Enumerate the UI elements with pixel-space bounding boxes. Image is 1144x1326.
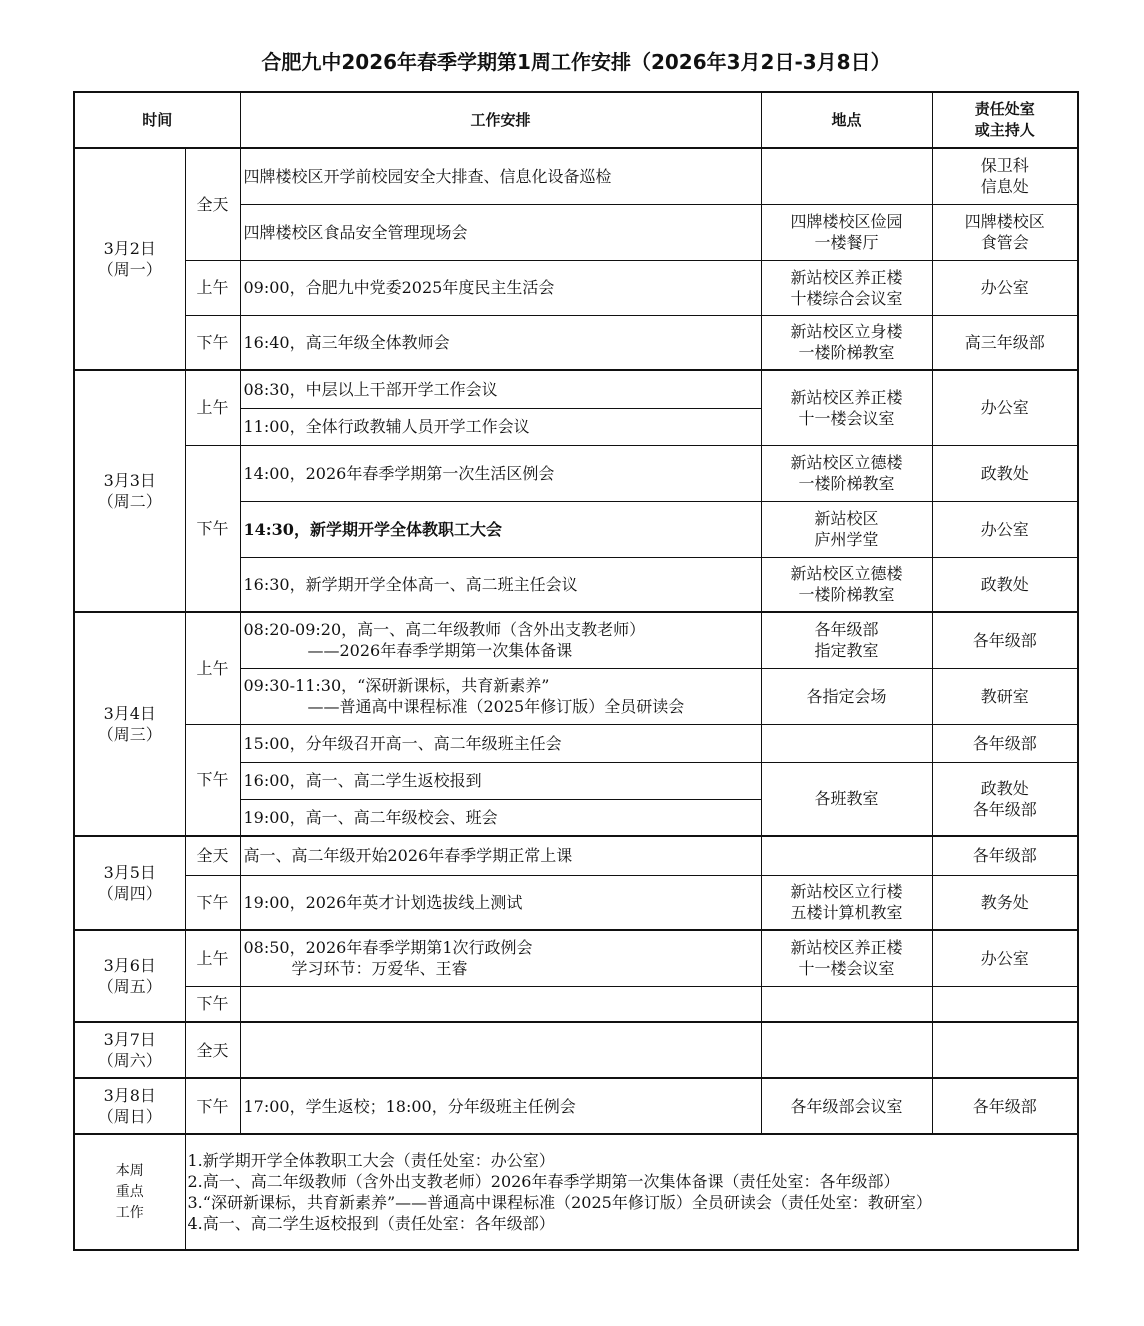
focus-label: 本周 重点 工作 [74, 1134, 185, 1250]
date-cell: 3月7日 （周六） [74, 1022, 185, 1078]
table-row [74, 260, 1078, 315]
focus-item: 4.高一、高二学生返校报到（责任处室：各年级部） [187, 1214, 555, 1233]
location-cell [761, 148, 932, 204]
owner-cell: 各年级部 [932, 724, 1078, 762]
date-cell: 3月6日 （周五） [74, 930, 185, 1022]
period-cell: 下午 [185, 875, 240, 930]
content-cell: 09:30-11:30，“深研新课标，共育新素养” ——普通高中课程标准（2025年修订版）全员研读会 [240, 668, 761, 724]
period-cell: 全天 [185, 148, 240, 260]
content-cell: 15:00，分年级召开高一、高二年级班主任会 [240, 724, 761, 762]
owner-cell [932, 1022, 1078, 1078]
location-cell: 新站校区养正楼 十一楼会议室 [761, 370, 932, 445]
table-row [74, 315, 1078, 370]
location-cell: 新站校区立德楼 一楼阶梯教室 [761, 557, 932, 612]
period-cell: 全天 [185, 836, 240, 875]
owner-cell [932, 986, 1078, 1022]
owner-cell: 各年级部 [932, 1078, 1078, 1134]
date-cell: 3月4日 （周三） [74, 612, 185, 836]
content-cell: 四牌楼校区食品安全管理现场会 [240, 204, 761, 260]
location-cell [761, 724, 932, 762]
focus-item: 1.新学期开学全体教职工大会（责任处室：办公室） [187, 1151, 555, 1170]
location-cell: 新站校区立行楼 五楼计算机教室 [761, 875, 932, 930]
date-cell: 3月2日 （周一） [74, 148, 185, 370]
location-cell: 新站校区立身楼 一楼阶梯教室 [761, 315, 932, 370]
period-cell: 下午 [185, 1078, 240, 1134]
header-location: 地点 [761, 92, 932, 148]
header-row [74, 92, 1078, 148]
content-cell: 14:30，新学期开学全体教职工大会 [240, 501, 761, 557]
period-cell: 上午 [185, 612, 240, 724]
location-cell: 各班教室 [761, 762, 932, 836]
content-cell: 19:00，2026年英才计划选拔线上测试 [240, 875, 761, 930]
location-cell [761, 836, 932, 875]
content-cell: 16:40，高三年级全体教师会 [240, 315, 761, 370]
owner-cell: 办公室 [932, 501, 1078, 557]
table-row [74, 1022, 1078, 1078]
period-cell: 下午 [185, 445, 240, 612]
schedule-table [73, 91, 1079, 1251]
content-cell: 16:00，高一、高二学生返校报到 [240, 762, 761, 799]
location-cell [761, 986, 932, 1022]
owner-cell: 四牌楼校区 食管会 [932, 204, 1078, 260]
content-cell [240, 986, 761, 1022]
content-cell [240, 1022, 761, 1078]
location-cell: 新站校区养正楼 十楼综合会议室 [761, 260, 932, 315]
owner-cell: 各年级部 [932, 836, 1078, 875]
table-row [74, 986, 1078, 1022]
content-cell: 四牌楼校区开学前校园安全大排查、信息化设备巡检 [240, 148, 761, 204]
location-cell: 各年级部 指定教室 [761, 612, 932, 668]
focus-row [74, 1134, 1078, 1250]
header-owner: 责任处室 或主持人 [932, 92, 1078, 148]
period-cell: 下午 [185, 315, 240, 370]
content-cell: 高一、高二年级开始2026年春季学期正常上课 [240, 836, 761, 875]
owner-cell: 政教处 [932, 557, 1078, 612]
owner-cell: 办公室 [932, 370, 1078, 445]
table-row [74, 836, 1078, 875]
date-cell: 3月5日 （周四） [74, 836, 185, 930]
owner-cell: 教研室 [932, 668, 1078, 724]
header-content: 工作安排 [240, 92, 761, 148]
date-cell: 3月8日 （周日） [74, 1078, 185, 1134]
content-cell: 19:00，高一、高二年级校会、班会 [240, 799, 761, 836]
table-row [74, 930, 1078, 986]
focus-item: 3.“深研新课标，共育新素养”——普通高中课程标准（2025年修订版）全员研读会（责任处室：教研室） [187, 1193, 932, 1212]
focus-item: 2.高一、高二年级教师（含外出支教老师）2026年春季学期第一次集体备课（责任处室：各年级部） [187, 1172, 900, 1191]
owner-cell: 保卫科 信息处 [932, 148, 1078, 204]
location-cell: 新站校区立德楼 一楼阶梯教室 [761, 445, 932, 501]
period-cell: 上午 [185, 260, 240, 315]
content-cell: 08:30，中层以上干部开学工作会议 [240, 370, 761, 408]
owner-cell: 办公室 [932, 260, 1078, 315]
table-row [74, 1078, 1078, 1134]
owner-cell: 各年级部 [932, 612, 1078, 668]
location-cell: 新站校区养正楼 十一楼会议室 [761, 930, 932, 986]
content-cell: 14:00，2026年春季学期第一次生活区例会 [240, 445, 761, 501]
table-row [74, 148, 1078, 204]
location-cell: 各指定会场 [761, 668, 932, 724]
location-cell: 各年级部会议室 [761, 1078, 932, 1134]
date-cell: 3月3日 （周二） [74, 370, 185, 612]
content-cell: 16:30，新学期开学全体高一、高二班主任会议 [240, 557, 761, 612]
page-title: 合肥九中2026年春季学期第1周工作安排（2026年3月2日-3月8日） [261, 50, 891, 74]
period-cell: 下午 [185, 986, 240, 1022]
period-cell: 全天 [185, 1022, 240, 1078]
table-row [74, 445, 1078, 501]
location-cell: 四牌楼校区俭园 一楼餐厅 [761, 204, 932, 260]
owner-cell: 教务处 [932, 875, 1078, 930]
table-row [74, 724, 1078, 762]
period-cell: 上午 [185, 370, 240, 445]
period-cell: 下午 [185, 724, 240, 836]
table-row [74, 612, 1078, 668]
content-cell: 08:50，2026年春季学期第1次行政例会 学习环节：万爱华、王睿 [240, 930, 761, 986]
content-cell: 11:00，全体行政教辅人员开学工作会议 [240, 408, 761, 445]
content-cell: 09:00，合肥九中党委2025年度民主生活会 [240, 260, 761, 315]
owner-cell: 政教处 [932, 445, 1078, 501]
owner-cell: 办公室 [932, 930, 1078, 986]
location-cell: 新站校区 庐州学堂 [761, 501, 932, 557]
content-cell: 08:20-09:20，高一、高二年级教师（含外出支教老师） ——2026年春季学期第一次集体备课 [240, 612, 761, 668]
owner-cell: 高三年级部 [932, 315, 1078, 370]
header-time: 时间 [74, 92, 240, 148]
owner-cell: 政教处 各年级部 [932, 762, 1078, 836]
content-cell: 17:00，学生返校；18:00，分年级班主任例会 [240, 1078, 761, 1134]
location-cell [761, 1022, 932, 1078]
period-cell: 上午 [185, 930, 240, 986]
focus-items [185, 1134, 1078, 1250]
table-row [74, 370, 1078, 408]
table-row [74, 875, 1078, 930]
